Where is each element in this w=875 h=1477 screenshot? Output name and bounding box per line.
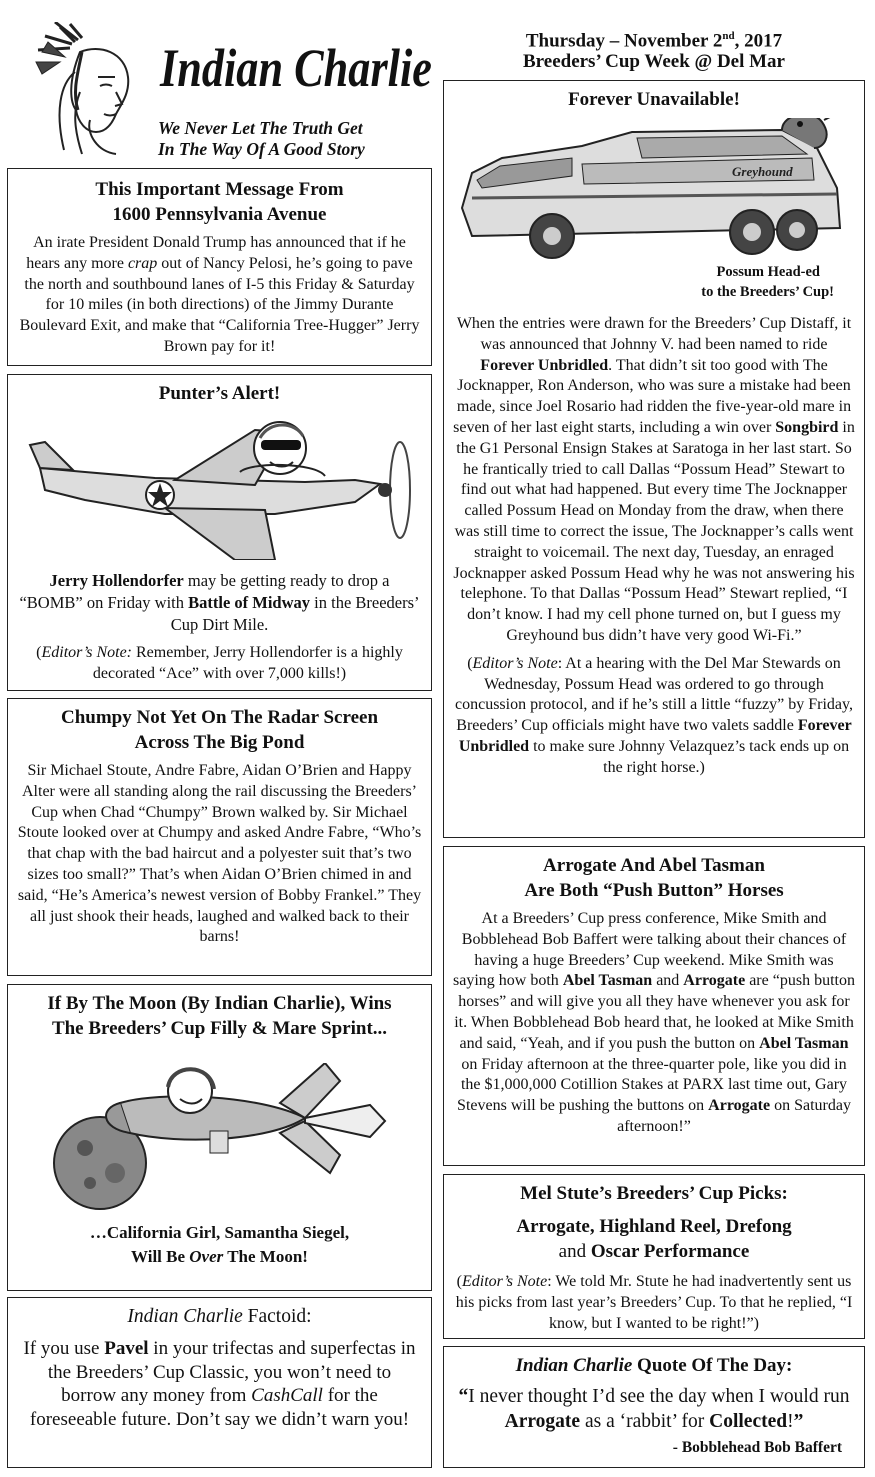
moon-caption: …California Girl, Samantha Siegel, Will Be Over The Moon! bbox=[89, 1223, 350, 1266]
bus-greyhound-label: Greyhound bbox=[732, 164, 793, 179]
article-body: When the entries were drawn for the Breeders’ Cup Distaff, it was announced that Johnny V. had been named to ride Forever Unbridled. That didn’t sit too good with The Jocknapper, Ron Anderson, who was sure a mistake had been made, since Joel Rosario had ridden the five-year-old mare in seven of her last eight starts, including a win over Songbird in the G1 Personal Ensign Stakes at Saratoga in her last start. So he frantically tried to call Dallas “Possum Head” Stewart to find out what had happened. But every time The Jocknapper called Possum Head on Monday from the draw, when there was still time to correct the issue, The Jocknapper’s calls went straight to voicemail. The next day, Tuesday, an enraged Jocknapper asked Possum Head why he was not answering his telephone. To that Dallas “Possum Head” Stewart replied, “I don’t know. I had my cell phone turned on, but I guess my Greyhound bus didn’t have very good Wi-Fi.” bbox=[453, 315, 855, 644]
article-headline: Punter’s Alert! bbox=[158, 383, 281, 404]
stute-picks-article bbox=[443, 1174, 865, 1339]
moon-article bbox=[7, 984, 432, 1291]
article-body: At a Breeders’ Cup press conference, Mike Smith and Bobblehead Bob Baffert were talking about their chances of having a huge Breeders’ Cup weekend. Mike Smith was saying how both Abel Tasman and Arrogate are “push button horses” and will give you all they have whenever you ask for it. When Bobblehead Bob heard that, he looked at Mike Smith and said, “Yeah, and if you push the button on Abel Tasman on Friday afternoon at the three-quarter pole, like you did in the $1,000,000 Cotillion Stakes at PARX last time out, Gary Stevens will be pushing the buttons on Arrogate on Saturday afternoon!” bbox=[453, 910, 855, 1135]
article-headline: If By The Moon (By Indian Charlie), Wins The Breeders’ Cup Filly & Mare Sprint... bbox=[47, 993, 392, 1039]
editors-note: (Editor’s Note: Remember, Jerry Hollendorfer is a highly decorated “Ace” with over 7,000 kills!) bbox=[36, 644, 403, 682]
quote-text: “I never thought I’d see the day when I would run Arrogate as a ‘rabbit’ for Collected!” bbox=[458, 1386, 850, 1432]
article-body: An irate President Donald Trump has announced that if he hears any more crap out of Nancy Pelosi, he’s going to pave the north and southbound lanes of I-5 this Friday & Saturday for 10 miles (in both directions) of the Jimmy Durante Boulevard Exit, and make that “California Tree-Hugger” Jerry Brown pay for it! bbox=[19, 234, 420, 355]
article-body: Jerry Hollendorfer may be getting ready to drop a “BOMB” on Friday with Battle of Midway in the Breeders’ Cup Dirt Mile. bbox=[19, 571, 420, 634]
editors-note: (Editor’s Note: At a hearing with the Del Mar Stewards on Wednesday, Possum Head was ordered to go through concussion protocol, and if he’s still a little “fuzzy” by Friday, Breeders’ Cup officials might have two valets saddle Forever Unbridled to make sure Johnny Velazquez’s tack ends up on the right horse.) bbox=[455, 654, 853, 776]
arrogate-article bbox=[443, 846, 865, 1166]
punter-article bbox=[7, 374, 432, 691]
article-body: Sir Michael Stoute, Andre Fabre, Aidan O’Brien and Happy Alter were all standing along the rail discussing the Breeders’ Cup when Chad “Chumpy” Brown walked by. Sir Michael Stoute looked over at Chumpy and asked Andre Fabre, “Who’s that chap with the bad haircut and a polyester suit that’s two sizes too small?” That’s when Aidan O’Brien chimed in and said, “He’s America’s newest version of Bobby Frankel.” They all just shook their heads, laughed and walked back to their barns! bbox=[17, 762, 422, 946]
article-headline: Forever Unavailable! bbox=[568, 89, 740, 110]
issue-subtitle: Breeders’ Cup Week @ Del Mar bbox=[523, 51, 785, 72]
article-headline: Mel Stute’s Breeders’ Cup Picks: bbox=[520, 1183, 788, 1204]
greyhound-bus-illustration bbox=[452, 118, 856, 268]
trump-article bbox=[7, 168, 432, 366]
article-headline: Indian Charlie Factoid: bbox=[127, 1306, 312, 1327]
masthead-title: Indian Charlie bbox=[160, 38, 432, 98]
factoid-article bbox=[7, 1297, 432, 1468]
article-headline: This Important Message From 1600 Pennsylvania Avenue bbox=[95, 179, 344, 225]
issue-date: Thursday – November 2nd, 2017 bbox=[525, 30, 783, 52]
article-headline: Arrogate And Abel Tasman Are Both “Push Button” Horses bbox=[524, 855, 784, 901]
quote-attribution: - Bobblehead Bob Baffert bbox=[672, 1439, 842, 1456]
quote-of-the-day bbox=[443, 1346, 865, 1468]
stute-picks: Arrogate, Highland Reel, Drefong and Oscar Performance bbox=[516, 1216, 792, 1262]
article-headline: Chumpy Not Yet On The Radar Screen Across The Big Pond bbox=[60, 707, 379, 753]
rocket-moon-illustration bbox=[40, 1063, 400, 1213]
fighter-plane-illustration bbox=[25, 410, 415, 560]
bus-caption: Possum Head-ed to the Breeders’ Cup! bbox=[701, 264, 834, 300]
forever-unavailable-article bbox=[443, 80, 865, 838]
chumpy-article bbox=[7, 698, 432, 976]
indian-head-logo bbox=[20, 22, 155, 157]
article-headline: Indian Charlie Quote Of The Day: bbox=[515, 1355, 793, 1376]
masthead-tagline: We Never Let The Truth Get In The Way Of A Good Story bbox=[158, 118, 365, 159]
article-body: If you use Pavel in your trifectas and superfectas in the Breeders’ Cup Classic, you won’t need to borrow any money from CashCall for the foreseeable future. Don’t say we didn’t warn you! bbox=[23, 1338, 416, 1430]
editors-note: (Editor’s Note: We told Mr. Stute he had inadvertently sent us his picks from last year’s Breeders’ Cup. To that he replied, “I know, but I wanted to be right!”) bbox=[455, 1273, 853, 1332]
